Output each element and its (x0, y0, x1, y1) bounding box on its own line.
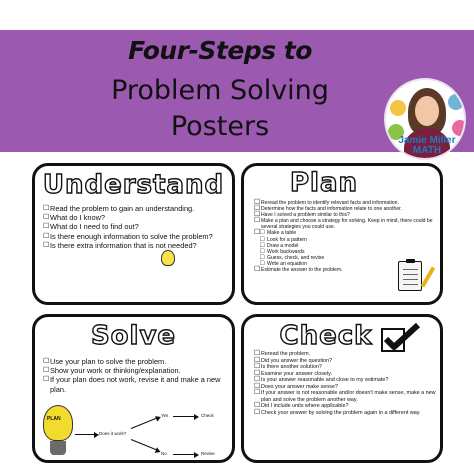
check-list (254, 351, 440, 416)
lightbulb-base (50, 441, 66, 455)
avatar-face (415, 96, 439, 126)
list-item: ☐ Use your plan to solve the problem. (43, 357, 229, 366)
arrow-icon (75, 434, 97, 435)
title-line-3: Posters (170, 111, 270, 142)
list-item: ☐ Reread the problem. (254, 351, 440, 358)
lightbulb-icon (43, 405, 73, 441)
author-logo (386, 136, 466, 156)
list-item: ☐ Show your work or thinking/explanation. (43, 366, 229, 375)
list-item: ☐ What do I know? (43, 213, 229, 222)
flower-icon (448, 94, 464, 110)
plan-card (241, 163, 443, 305)
list-item: ☐ If your answer is not reasonable and/or doesn't make sense, make a new plan and solve the problem another way. (254, 390, 440, 403)
strategy-item: □ Look for a pattern (260, 237, 440, 243)
list-item: ☐ Have I solved a problem similar to this? (254, 212, 440, 218)
understand-heading: Understand (42, 170, 225, 200)
flower-icon (452, 120, 466, 136)
title-line-2: Problem Solving (111, 75, 329, 106)
solve-heading: Solve (90, 321, 177, 351)
check-heading: Check (279, 321, 373, 351)
flow-revise-label: Revise (201, 451, 215, 456)
strategy-item: □ ☐ Make a table (260, 230, 440, 236)
plan-heading: Plan (289, 168, 359, 198)
list-item: ☐ If your plan does not work, revise it and make a new plan. (43, 375, 229, 393)
check-card (241, 314, 443, 463)
flow-no-label: No (161, 451, 167, 456)
logo-subject: MATH (412, 145, 442, 156)
arrow-icon (173, 454, 197, 455)
list-item: ☐ Is there another solution? (254, 364, 440, 371)
list-item: ☐ Does your answer make sense? (254, 384, 440, 391)
clipboard-icon (398, 261, 422, 291)
list-item: ☐ Read the problem to gain an understanding. (43, 204, 229, 213)
lightbulb-icon (161, 250, 175, 266)
arrow-icon (173, 416, 197, 417)
list-item: ☐ Did you answer the question? (254, 358, 440, 365)
understand-list (43, 204, 229, 250)
list-item: ☐ Examine your answer closely. (254, 371, 440, 378)
author-avatar (384, 78, 466, 160)
strategy-item: □ Write an equation (260, 261, 440, 267)
list-item: ☐ Is there extra information that is not needed? (43, 241, 229, 250)
arrow-icon (131, 439, 159, 451)
understand-card (32, 163, 235, 305)
flow-plan-label: PLAN (47, 416, 61, 422)
list-item: ☐ Determine how the facts and information relate to one another. (254, 206, 440, 212)
flow-question-label: Does it work? (99, 431, 127, 436)
arrow-icon (131, 417, 159, 429)
title-line-1: Four-Steps to (128, 36, 312, 65)
list-item: ☐ Reread the problem to identify relevant facts and information. (254, 200, 440, 206)
checkmark-icon (378, 323, 422, 353)
strategy-item: □ Guess, check, and revise (260, 255, 440, 261)
list-item: ☐ Estimate the answer to the problem. (254, 267, 440, 273)
flower-icon (390, 100, 406, 116)
list-item: ☐ Is there enough information to solve the problem? (43, 232, 229, 241)
strategy-item: □ Work backwards (260, 249, 440, 255)
list-item: ☐ Make a plan and choose a strategy for solving. Keep in mind, there could be several strategies you could use. (254, 218, 440, 230)
list-item: ☐ Check your answer by solving the problem again in a different way. (254, 410, 440, 417)
list-item: ☐ Is your answer reasonable and close to my estimate? (254, 377, 440, 384)
flow-yes-label: Yes (161, 413, 169, 418)
flow-check-label: Check (201, 413, 214, 418)
list-item: ☐ What do I need to find out? (43, 222, 229, 231)
solve-card (32, 314, 235, 463)
list-item: ☐ Did I include units where applicable? (254, 403, 440, 410)
logo-name: Jamie Miller (398, 135, 456, 146)
strategy-item: □ Draw a model (260, 243, 440, 249)
solve-list (43, 357, 229, 394)
